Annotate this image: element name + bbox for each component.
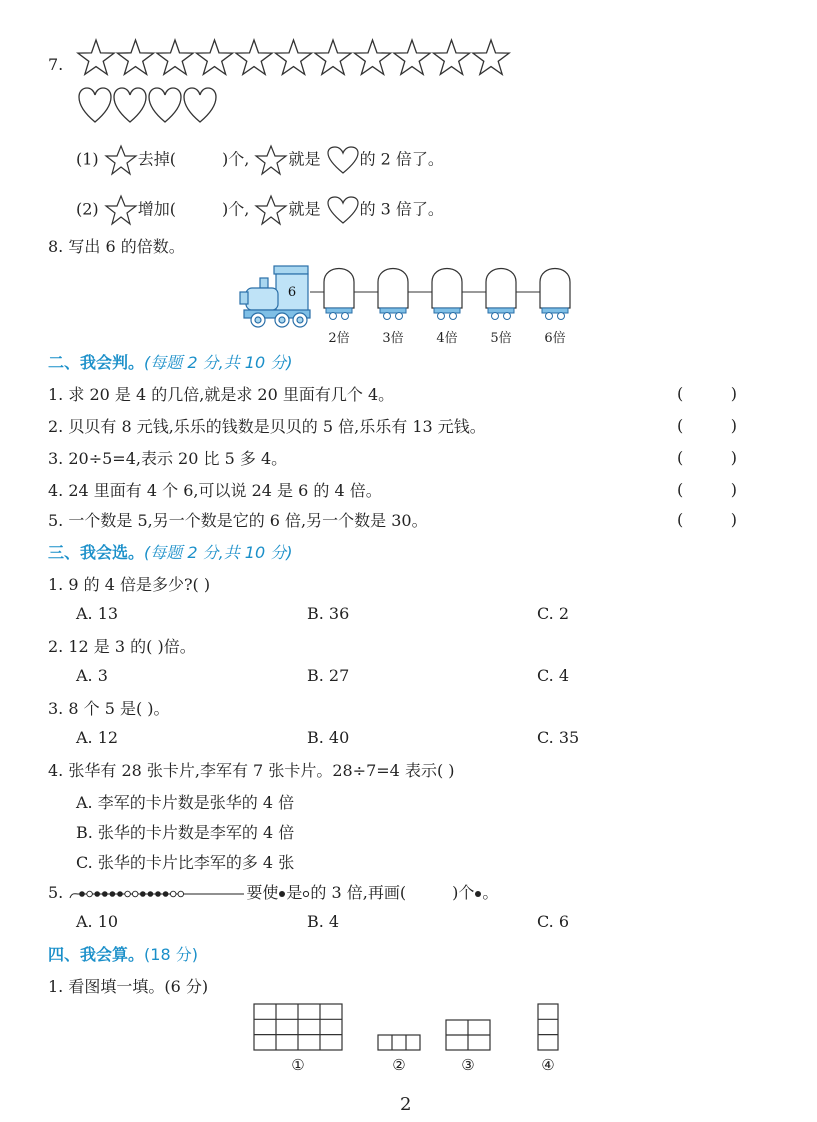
q7-sub2-t2: )个, — [222, 199, 250, 219]
answer-paren-4[interactable]: ( ) — [677, 480, 737, 499]
judge-item-3: 3. 20÷5=4,表示 20 比 5 多 4。 — [48, 449, 288, 468]
choice-q1-option-a[interactable]: A. 13 — [76, 604, 119, 623]
q7-hearts-row — [76, 84, 226, 126]
hollow-bead — [171, 891, 177, 897]
train-car — [378, 269, 432, 347]
grid-figures — [248, 1000, 568, 1078]
figure-label-1: ① — [291, 1056, 305, 1074]
heart-icon — [149, 88, 181, 122]
section3-heading — [48, 542, 292, 564]
q7-sub1-t2: )个, — [222, 149, 250, 169]
heart-icon — [79, 88, 111, 122]
solid-bead — [148, 891, 154, 897]
q7-number: 7. — [48, 55, 64, 74]
section4-heading — [48, 944, 198, 966]
star-icon — [254, 144, 288, 176]
star-icon — [394, 40, 430, 74]
train-figure — [238, 262, 578, 350]
hollow-bead — [87, 891, 93, 897]
choice-q4-option-c[interactable]: C. 张华的卡片比李军的多 4 张 — [76, 853, 295, 872]
q7-sub2-t3: 就是 — [288, 199, 321, 219]
choice-q2-option-b[interactable]: B. 27 — [307, 666, 350, 685]
section3-title: 三、我会选。 — [48, 543, 145, 562]
choice-q5-t3: 的 3 倍,再画( — [310, 883, 407, 902]
heart-icon — [326, 195, 360, 225]
choice-q2-option-c[interactable]: C. 4 — [537, 666, 570, 685]
section2-note: (每题 2 分,共 10 分) — [144, 353, 293, 372]
answer-paren-1[interactable]: ( ) — [677, 384, 737, 403]
car-label: 2倍 — [328, 331, 350, 346]
choice-q5-number: 5. — [48, 883, 64, 902]
judge-item-4: 4. 24 里面有 4 个 6,可以说 24 是 6 的 4 倍。 — [48, 481, 382, 500]
choice-q5-t4: )个 — [452, 883, 475, 902]
solid-bead — [156, 891, 162, 897]
choice-q5-t1: 要使 — [246, 883, 279, 902]
choice-q1-option-b[interactable]: B. 36 — [307, 604, 350, 623]
solid-bead — [163, 891, 169, 897]
train-car — [432, 269, 486, 347]
solid-bead — [80, 891, 86, 897]
solid-bead — [118, 891, 124, 897]
train-car — [324, 269, 378, 347]
choice-q5-t2: 是 — [286, 883, 303, 902]
heart-icon — [114, 88, 146, 122]
answer-paren-2[interactable]: ( ) — [677, 416, 737, 435]
section4-note: (18 分) — [144, 945, 198, 964]
hollow-bead — [125, 891, 131, 897]
solid-bead — [110, 891, 116, 897]
heart-icon — [184, 88, 216, 122]
star-icon — [236, 40, 272, 74]
train-car — [540, 269, 570, 347]
q7-sub2 — [76, 194, 444, 226]
star-icon — [473, 40, 509, 74]
q7-sub2-prefix: (2) — [76, 199, 99, 219]
figure-label-2: ② — [392, 1056, 406, 1074]
car-label: 5倍 — [490, 331, 512, 346]
judge-item-5: 5. 一个数是 5,另一个数是它的 6 倍,另一个数是 30。 — [48, 511, 428, 530]
train-car — [486, 269, 540, 347]
judge-item-2: 2. 贝贝有 8 元钱,乐乐的钱数是贝贝的 5 倍,乐乐有 13 元钱。 — [48, 417, 486, 436]
choice-q2: 2. 12 是 3 的( )倍。 — [48, 637, 196, 656]
choice-q3-option-b[interactable]: B. 40 — [307, 728, 350, 747]
choice-q1-option-c[interactable]: C. 2 — [537, 604, 570, 623]
choice-q3: 3. 8 个 5 是( )。 — [48, 699, 170, 718]
solid-bead — [95, 891, 101, 897]
page-number: 2 — [400, 1094, 412, 1115]
calc-q1: 1. 看图填一填。(6 分) — [48, 977, 209, 996]
figure-label-3: ③ — [461, 1056, 475, 1074]
hollow-bead — [133, 891, 139, 897]
choice-q4-option-b[interactable]: B. 张华的卡片数是李军的 4 倍 — [76, 823, 295, 842]
q7-stars-row — [76, 38, 516, 80]
section3-note: (每题 2 分,共 10 分) — [144, 543, 293, 562]
answer-paren-3[interactable]: ( ) — [677, 448, 737, 467]
section2-title: 二、我会判。 — [48, 353, 145, 372]
star-icon — [104, 194, 138, 226]
choice-q3-option-c[interactable]: C. 35 — [537, 728, 580, 747]
q8-text: 8. 写出 6 的倍数。 — [48, 237, 185, 256]
train-engine — [240, 266, 310, 327]
q7-sub1 — [76, 144, 444, 176]
choice-q5-option-a[interactable]: A. 10 — [76, 912, 119, 931]
star-icon — [433, 40, 469, 74]
section2-heading — [48, 352, 292, 374]
star-icon — [315, 40, 351, 74]
choice-q5-option-b[interactable]: B. 4 — [307, 912, 340, 931]
star-icon — [275, 40, 311, 74]
bead-string-icon — [68, 886, 246, 902]
q7-sub1-t4: 的 2 倍了。 — [359, 149, 444, 169]
q7-sub2-t4: 的 3 倍了。 — [359, 199, 444, 219]
car-label: 3倍 — [382, 331, 404, 346]
q7-sub1-t1: 去掉( — [137, 149, 177, 169]
choice-q3-option-a[interactable]: A. 12 — [76, 728, 119, 747]
engine-number: 6 — [287, 285, 297, 300]
star-icon — [196, 40, 232, 74]
choice-q2-option-a[interactable]: A. 3 — [76, 666, 108, 685]
judge-item-1: 1. 求 20 是 4 的几倍,就是求 20 里面有几个 4。 — [48, 385, 395, 404]
choice-q1: 1. 9 的 4 倍是多少?( ) — [48, 575, 211, 594]
figure-label-4: ④ — [541, 1056, 555, 1074]
choice-q4: 4. 张华有 28 张卡片,李军有 7 张卡片。28÷7=4 表示( ) — [48, 761, 455, 780]
star-icon — [78, 40, 114, 74]
star-icon — [157, 40, 193, 74]
q7-sub1-t3: 就是 — [288, 149, 321, 169]
star-icon — [354, 40, 390, 74]
choice-q4-option-a[interactable]: A. 李军的卡片数是张华的 4 倍 — [76, 793, 295, 812]
choice-q5 — [48, 882, 498, 904]
hollow-bead — [178, 891, 184, 897]
heart-icon — [326, 145, 360, 175]
choice-q5-option-c[interactable]: C. 6 — [537, 912, 570, 931]
section4-title: 四、我会算。 — [48, 945, 145, 964]
car-label: 4倍 — [436, 331, 458, 346]
q7-sub1-prefix: (1) — [76, 149, 99, 169]
star-icon — [104, 144, 138, 176]
choice-q5-t5: 。 — [482, 883, 499, 902]
star-icon — [254, 194, 288, 226]
car-label: 6倍 — [544, 331, 566, 346]
q7-sub2-t1: 增加( — [137, 199, 177, 219]
star-icon — [117, 40, 153, 74]
answer-paren-5[interactable]: ( ) — [677, 510, 737, 529]
solid-bead — [140, 891, 146, 897]
solid-bead — [102, 891, 108, 897]
